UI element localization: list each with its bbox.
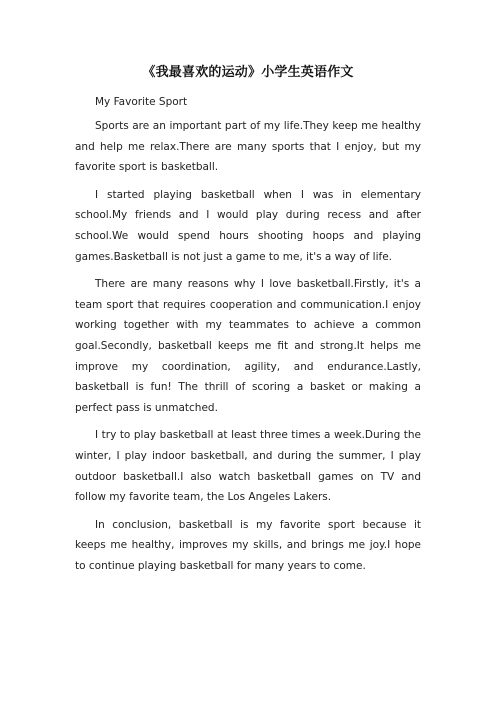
paragraph-5: In conclusion, basketball is my favorite sport because it keeps me healthy, improves my skills, and brings me joy.I hope to continue playing basketball for many years to come.	[75, 518, 421, 572]
paragraph-3: There are many reasons why I love basketball.Firstly, it's a team sport that requires cooperation and communication.I enjoy working together with my teammates to achieve a common goal.Secondly, basketball keeps me fit and strong.It helps me improve my coordination, agility, and endurance.Lastly, basketball is fun! The thrill of scoring a basket or making a perfect pass is unmatched.	[75, 278, 421, 414]
paragraph-1: Sports are an important part of my life.They keep me healthy and help me relax.There are many sports that I enjoy, but my favorite sport is basketball.	[75, 120, 421, 174]
paragraph-2: I started playing basketball when I was in elementary school.My friends and I would play during recess and after school.We would spend hours shooting hoops and playing games.Basketball is not just a game to me, it's a way of life.	[75, 188, 421, 263]
essay-body	[75, 92, 421, 583]
essay-heading: My Favorite Sport	[95, 96, 188, 108]
document-title: 《我最喜欢的运动》小学生英语作文	[142, 65, 354, 80]
paragraph-4: I try to play basketball at least three times a week.During the winter, I play indoor basketball, and during the summer, I play outdoor basketball.I also watch basketball games on TV and follow my favorite team, the Los Angeles Lakers.	[75, 429, 421, 504]
